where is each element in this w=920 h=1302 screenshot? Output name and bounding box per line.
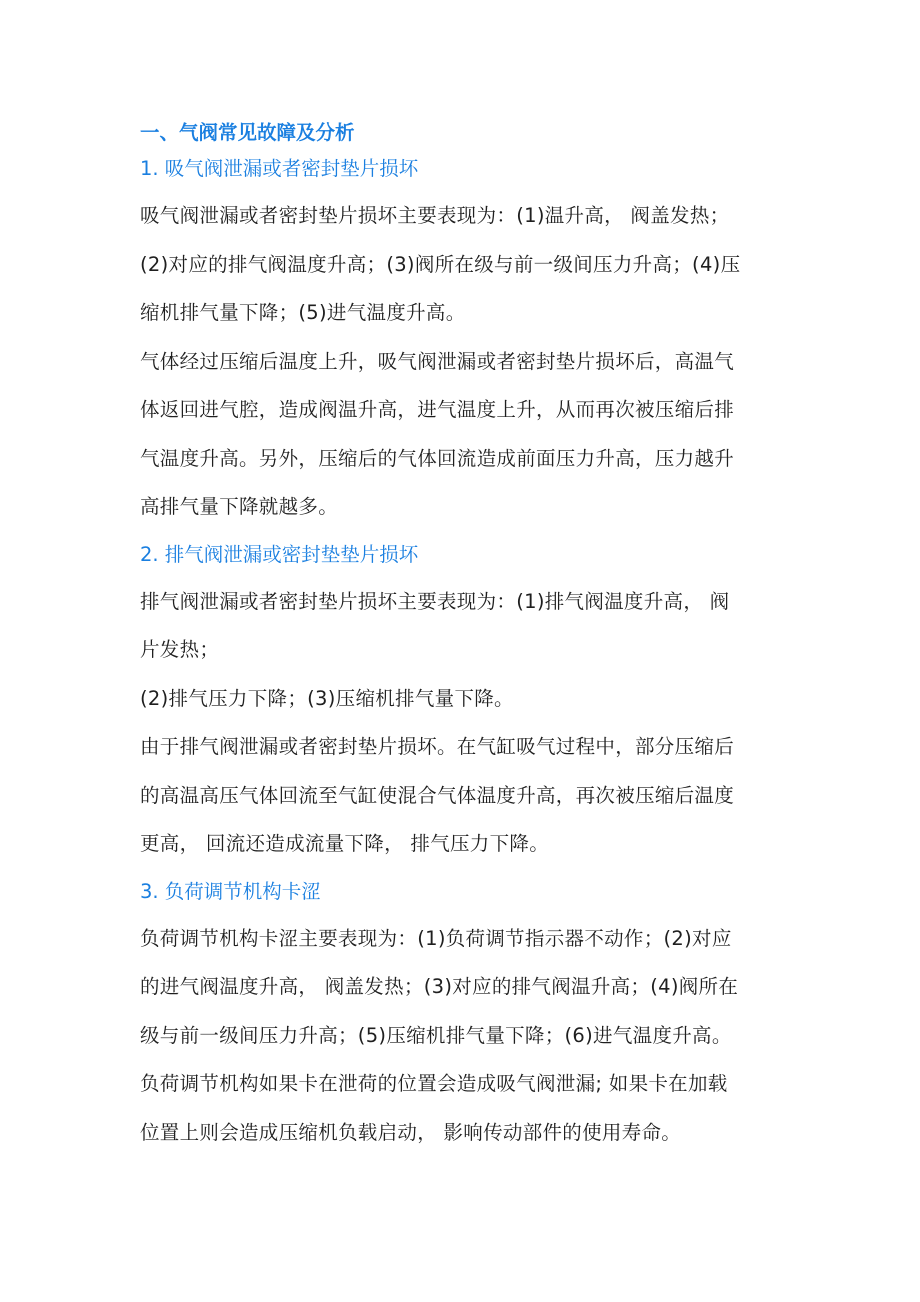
text-line: (2)排气压力下降；(3)压缩机排气量下降。 bbox=[140, 686, 514, 710]
text-line: 体返回进气腔，造成阀温升高，进气温度上升，从而再次被压缩后排 bbox=[140, 398, 735, 421]
text-line: 缩机排气量下降；(5)进气温度升高。 bbox=[140, 301, 466, 324]
text-line: 气体经过压缩后温度上升，吸气阀泄漏或者密封垫片损坏后，高温气 bbox=[140, 349, 735, 373]
text-line: 负荷调节机构卡涩主要表现为：(1)负荷调节指示器不动作；(2)对应 bbox=[140, 926, 732, 950]
paragraph bbox=[140, 723, 785, 869]
section-heading: 2. 排气阀泄漏或密封垫垫片损坏 bbox=[140, 542, 419, 566]
section-3 bbox=[140, 879, 785, 1158]
paragraph bbox=[140, 192, 785, 338]
text-line: 级与前一级间压力升高；(5)压缩机排气量下降；(6)进气温度升高。 bbox=[140, 1023, 732, 1047]
text-line: 高排气量下降就越多。 bbox=[140, 495, 339, 518]
text-line: 的进气阀温度升高， 阀盖发热；(3)对应的排气阀温升高；(4)阀所在 bbox=[140, 975, 739, 998]
text-line: 气温度升高。另外，压缩后的气体回流造成前面压力升高，压力越升 bbox=[140, 446, 735, 470]
section-2 bbox=[140, 542, 785, 869]
text-line: 吸气阀泄漏或者密封垫片损坏主要表现为：(1)温升高， 阀盖发热； bbox=[140, 204, 730, 227]
document-title: 一、气阀常见故障及分析 bbox=[140, 121, 355, 144]
paragraph bbox=[140, 915, 785, 1061]
text-line: 位置上则会造成压缩机负载启动， 影响传动部件的使用寿命。 bbox=[140, 1120, 682, 1144]
paragraph bbox=[140, 578, 785, 675]
section-1 bbox=[140, 156, 785, 532]
paragraph bbox=[140, 675, 785, 724]
text-line: 由于排气阀泄漏或者密封垫片损坏。在气缸吸气过程中，部分压缩后 bbox=[140, 735, 735, 758]
paragraph bbox=[140, 338, 785, 532]
text-line: 负荷调节机构如果卡在泄荷的位置会造成吸气阀泄漏; 如果卡在加载 bbox=[140, 1072, 728, 1095]
section-heading: 1. 吸气阀泄漏或者密封垫片损坏 bbox=[140, 157, 419, 180]
text-line: 片发热； bbox=[140, 638, 220, 661]
paragraph bbox=[140, 1060, 785, 1157]
text-line: 的高温高压气体回流至气缸使混合气体温度升高，再次被压缩后温度 bbox=[140, 783, 735, 807]
document-page bbox=[140, 110, 785, 1157]
section-heading: 3. 负荷调节机构卡涩 bbox=[140, 879, 321, 903]
text-line: 排气阀泄漏或者密封垫片损坏主要表现为：(1)排气阀温度升高， 阀 bbox=[140, 589, 730, 613]
text-line: (2)对应的排气阀温度升高；(3)阀所在级与前一级间压力升高；(4)压 bbox=[140, 252, 741, 276]
text-line: 更高， 回流还造成流量下降， 排气压力下降。 bbox=[140, 832, 549, 855]
